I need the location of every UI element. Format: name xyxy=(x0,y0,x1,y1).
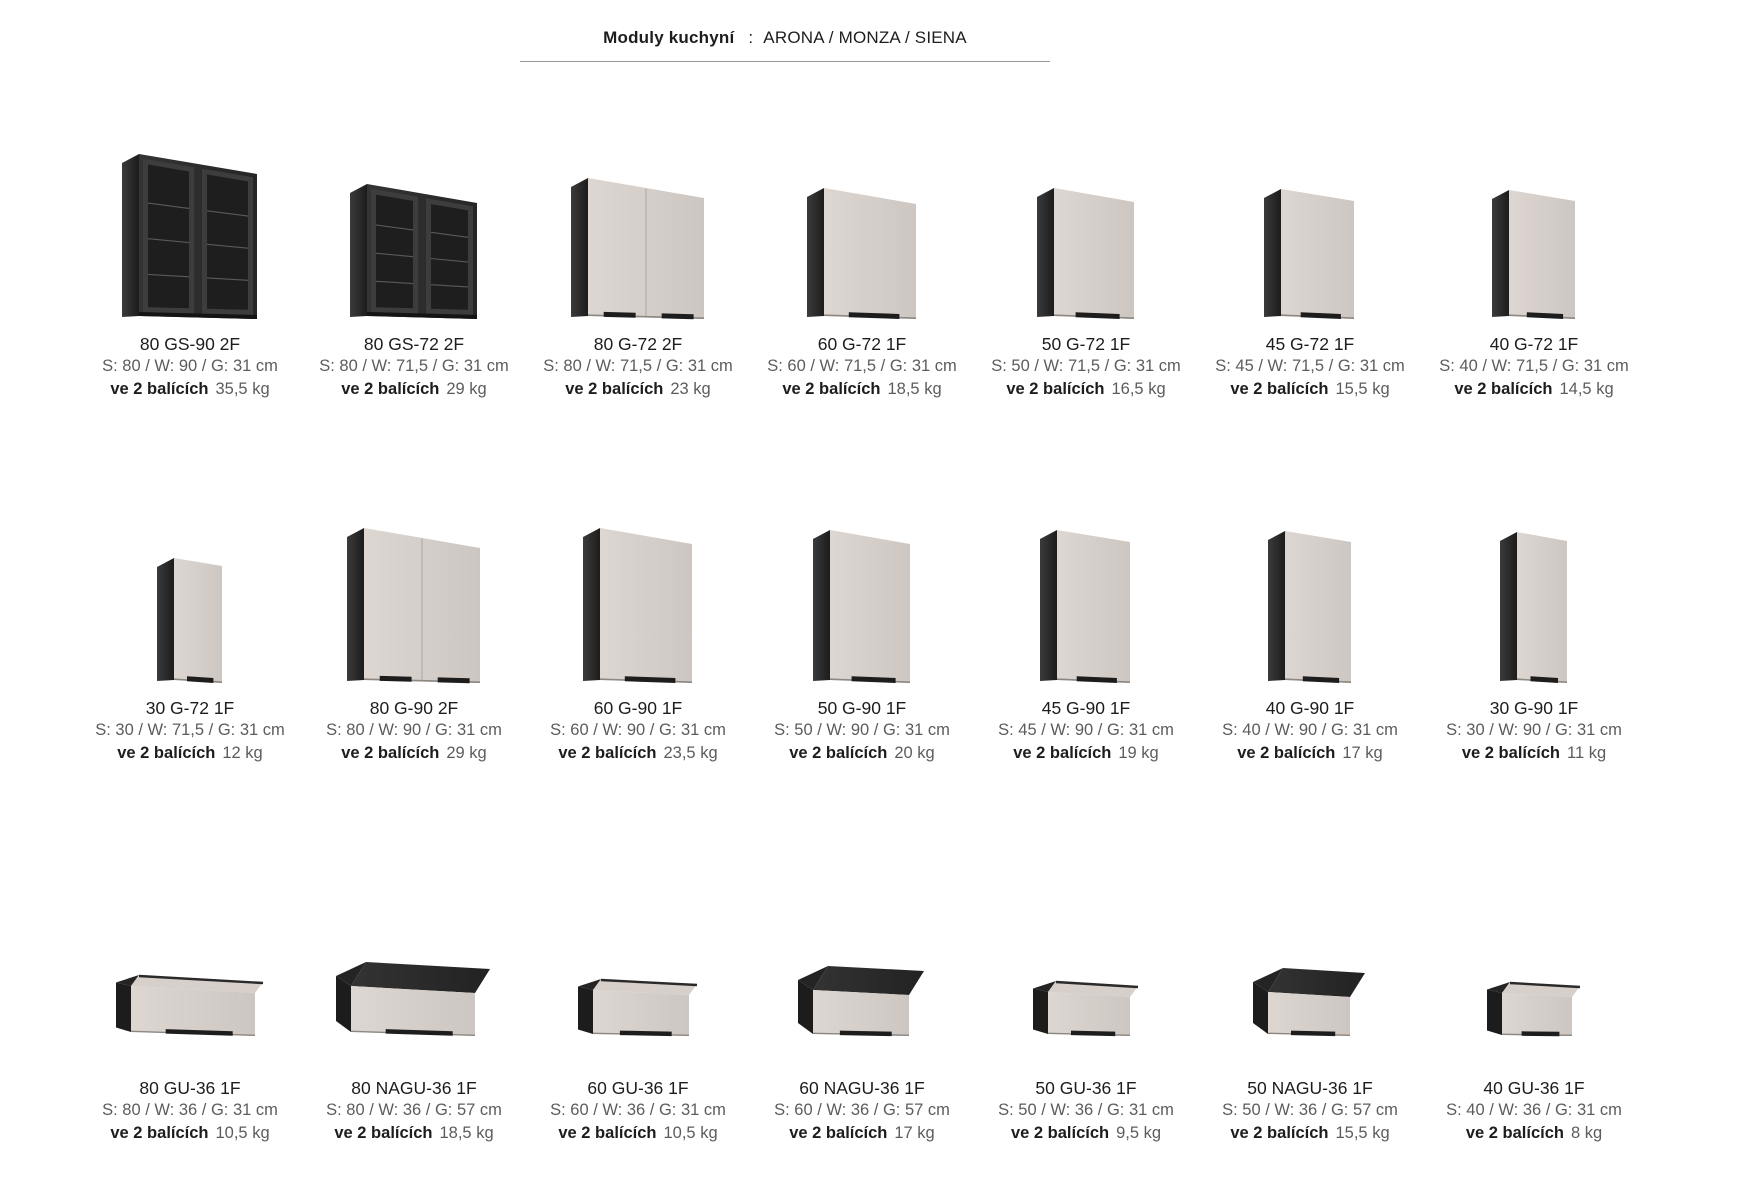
packaging-label: ve 2 balících xyxy=(1454,380,1553,398)
weight-value: 29 kg xyxy=(446,380,487,398)
product-weight-line xyxy=(334,1122,493,1144)
packaging-label: ve 2 balících xyxy=(1013,744,1112,762)
packaging-label: ve 2 balících xyxy=(565,380,664,398)
product-dimensions: S: 60 / W: 36 / G: 57 cm xyxy=(774,1101,950,1119)
cabinet-illustration-box xyxy=(1487,932,1582,1044)
product-dimensions: S: 80 / W: 71,5 / G: 31 cm xyxy=(543,357,733,375)
product-row xyxy=(0,496,1763,764)
packaging-label: ve 2 balících xyxy=(341,744,440,762)
weight-value: 23 kg xyxy=(670,380,711,398)
weight-value: 18,5 kg xyxy=(887,380,942,398)
product-card xyxy=(302,496,526,764)
cabinet-illustration-light xyxy=(1037,126,1136,322)
product-card xyxy=(302,126,526,400)
product-card xyxy=(78,932,302,1144)
product-dimensions: S: 60 / W: 90 / G: 31 cm xyxy=(550,721,726,739)
weight-value: 17 kg xyxy=(1342,744,1383,762)
product-weight-line xyxy=(110,1122,269,1144)
product-name: 80 G-90 2F xyxy=(369,698,459,718)
product-card xyxy=(1422,126,1646,400)
product-dimensions: S: 80 / W: 36 / G: 57 cm xyxy=(326,1101,502,1119)
packaging-label: ve 2 balících xyxy=(558,1124,657,1142)
product-card xyxy=(1198,496,1422,764)
product-name: 80 NAGU-36 1F xyxy=(351,1078,477,1098)
product-row xyxy=(0,932,1763,1144)
product-dimensions: S: 40 / W: 36 / G: 31 cm xyxy=(1446,1101,1622,1119)
cabinet-illustration-light xyxy=(1268,496,1353,686)
product-weight-line xyxy=(558,1122,717,1144)
packaging-label: ve 2 balících xyxy=(789,744,888,762)
product-name: 60 NAGU-36 1F xyxy=(799,1078,925,1098)
product-dimensions: S: 50 / W: 90 / G: 31 cm xyxy=(774,721,950,739)
product-weight-line xyxy=(1013,742,1159,764)
weight-value: 29 kg xyxy=(446,744,487,762)
product-dimensions: S: 80 / W: 90 / G: 31 cm xyxy=(326,721,502,739)
product-card xyxy=(750,496,974,764)
packaging-label: ve 2 balících xyxy=(117,744,216,762)
packaging-label: ve 2 balících xyxy=(1006,380,1105,398)
cabinet-illustration-light xyxy=(583,496,694,686)
product-weight-line xyxy=(789,742,935,764)
product-weight-line xyxy=(1454,378,1613,400)
product-weight-line xyxy=(1466,1122,1602,1144)
product-weight-line xyxy=(789,1122,935,1144)
product-dimensions: S: 80 / W: 36 / G: 31 cm xyxy=(102,1101,278,1119)
product-name: 30 G-72 1F xyxy=(145,698,235,718)
product-dimensions: S: 30 / W: 71,5 / G: 31 cm xyxy=(95,721,285,739)
product-name: 40 G-90 1F xyxy=(1265,698,1355,718)
product-weight-line xyxy=(565,378,711,400)
product-card xyxy=(1422,932,1646,1144)
cabinet-illustration-box xyxy=(798,932,926,1044)
product-name: 45 G-90 1F xyxy=(1041,698,1131,718)
product-card xyxy=(1198,932,1422,1144)
product-dimensions: S: 40 / W: 71,5 / G: 31 cm xyxy=(1439,357,1629,375)
product-card xyxy=(1422,496,1646,764)
cabinet-illustration-light xyxy=(1264,126,1356,322)
product-weight-line xyxy=(1230,378,1389,400)
product-row xyxy=(0,126,1763,400)
product-card xyxy=(750,126,974,400)
product-name: 40 GU-36 1F xyxy=(1483,1078,1585,1098)
weight-value: 19 kg xyxy=(1118,744,1159,762)
catalog-page xyxy=(0,28,1763,1144)
product-name: 40 G-72 1F xyxy=(1489,334,1579,354)
weight-value: 10,5 kg xyxy=(215,1124,270,1142)
cabinet-illustration-box xyxy=(1253,932,1367,1044)
product-card xyxy=(302,932,526,1144)
product-dimensions: S: 50 / W: 36 / G: 31 cm xyxy=(998,1101,1174,1119)
product-card xyxy=(974,496,1198,764)
weight-value: 9,5 kg xyxy=(1116,1124,1162,1142)
product-card xyxy=(526,496,750,764)
weight-value: 12 kg xyxy=(222,744,263,762)
cabinet-illustration-light xyxy=(1492,126,1577,322)
product-weight-line xyxy=(341,742,487,764)
cabinet-illustration-light xyxy=(1500,496,1569,686)
product-card xyxy=(526,932,750,1144)
product-name: 50 GU-36 1F xyxy=(1035,1078,1137,1098)
packaging-label: ve 2 balících xyxy=(341,380,440,398)
weight-value: 35,5 kg xyxy=(215,380,270,398)
product-name: 50 G-90 1F xyxy=(817,698,907,718)
cabinet-illustration-glass xyxy=(350,126,479,322)
cabinet-illustration-light xyxy=(807,126,918,322)
product-dimensions: S: 50 / W: 71,5 / G: 31 cm xyxy=(991,357,1181,375)
packaging-label: ve 2 balících xyxy=(110,380,209,398)
weight-value: 20 kg xyxy=(894,744,935,762)
weight-value: 14,5 kg xyxy=(1559,380,1614,398)
product-weight-line xyxy=(1011,1122,1161,1144)
packaging-label: ve 2 balících xyxy=(782,380,881,398)
page-title-label: Moduly kuchyní xyxy=(603,28,735,47)
product-dimensions: S: 60 / W: 36 / G: 31 cm xyxy=(550,1101,726,1119)
packaging-label: ve 2 balících xyxy=(789,1124,888,1142)
product-weight-line xyxy=(341,378,487,400)
cabinet-illustration-box xyxy=(1033,932,1140,1044)
product-dimensions: S: 40 / W: 90 / G: 31 cm xyxy=(1222,721,1398,739)
product-card xyxy=(1198,126,1422,400)
weight-value: 17 kg xyxy=(894,1124,935,1142)
product-weight-line xyxy=(782,378,941,400)
packaging-label: ve 2 balících xyxy=(558,744,657,762)
packaging-label: ve 2 balících xyxy=(1465,1124,1564,1142)
cabinet-illustration-light xyxy=(347,496,482,686)
product-name: 50 NAGU-36 1F xyxy=(1247,1078,1373,1098)
cabinet-illustration-light xyxy=(157,496,224,686)
cabinet-illustration-box xyxy=(116,932,265,1044)
product-card xyxy=(78,496,302,764)
product-name: 80 GS-90 2F xyxy=(139,334,241,354)
product-weight-line xyxy=(1230,1122,1389,1144)
product-name: 80 G-72 2F xyxy=(593,334,683,354)
packaging-label: ve 2 balících xyxy=(1010,1124,1110,1142)
product-name: 60 GU-36 1F xyxy=(587,1078,689,1098)
product-card xyxy=(750,932,974,1144)
weight-value: 10,5 kg xyxy=(663,1124,718,1142)
weight-value: 15,5 kg xyxy=(1335,380,1390,398)
weight-value: 8 kg xyxy=(1570,1124,1603,1142)
product-dimensions: S: 60 / W: 71,5 / G: 31 cm xyxy=(767,357,957,375)
product-weight-line xyxy=(1237,742,1383,764)
product-dimensions: S: 45 / W: 90 / G: 31 cm xyxy=(998,721,1174,739)
catalog-grid xyxy=(0,126,1763,1144)
cabinet-illustration-light xyxy=(813,496,912,686)
cabinet-illustration-light xyxy=(571,126,706,322)
packaging-label: ve 2 balících xyxy=(1230,380,1329,398)
packaging-label: ve 2 balících xyxy=(334,1124,433,1142)
packaging-label: ve 2 balících xyxy=(1230,1124,1329,1142)
packaging-label: ve 2 balících xyxy=(110,1124,209,1142)
product-weight-line xyxy=(117,742,263,764)
product-name: 60 G-90 1F xyxy=(593,698,683,718)
page-title xyxy=(520,28,1050,62)
product-weight-line xyxy=(110,378,269,400)
product-name: 45 G-72 1F xyxy=(1265,334,1355,354)
cabinet-illustration-box xyxy=(336,932,492,1044)
packaging-label: ve 2 balících xyxy=(1461,744,1560,762)
weight-value: 11 kg xyxy=(1567,744,1607,762)
product-weight-line xyxy=(558,742,717,764)
weight-value: 18,5 kg xyxy=(439,1124,494,1142)
product-name: 30 G-90 1F xyxy=(1489,698,1579,718)
product-dimensions: S: 80 / W: 90 / G: 31 cm xyxy=(102,357,278,375)
weight-value: 15,5 kg xyxy=(1335,1124,1390,1142)
product-dimensions: S: 80 / W: 71,5 / G: 31 cm xyxy=(319,357,509,375)
product-card xyxy=(974,932,1198,1144)
product-weight-line xyxy=(1462,742,1606,764)
page-title-separator: : xyxy=(748,28,754,47)
product-card xyxy=(526,126,750,400)
cabinet-illustration-glass xyxy=(122,126,259,322)
weight-value: 23,5 kg xyxy=(663,744,718,762)
product-card xyxy=(974,126,1198,400)
product-name: 60 G-72 1F xyxy=(817,334,907,354)
product-weight-line xyxy=(1006,378,1165,400)
product-dimensions: S: 45 / W: 71,5 / G: 31 cm xyxy=(1215,357,1405,375)
product-dimensions: S: 30 / W: 90 / G: 31 cm xyxy=(1446,721,1622,739)
product-dimensions: S: 50 / W: 36 / G: 57 cm xyxy=(1222,1101,1398,1119)
cabinet-illustration-light xyxy=(1040,496,1132,686)
product-name: 50 G-72 1F xyxy=(1041,334,1131,354)
page-title-series: ARONA / MONZA / SIENA xyxy=(763,28,967,47)
packaging-label: ve 2 balících xyxy=(1237,744,1336,762)
weight-value: 16,5 kg xyxy=(1111,380,1166,398)
cabinet-illustration-box xyxy=(578,932,699,1044)
product-card xyxy=(78,126,302,400)
product-name: 80 GS-72 2F xyxy=(363,334,465,354)
product-name: 80 GU-36 1F xyxy=(139,1078,241,1098)
